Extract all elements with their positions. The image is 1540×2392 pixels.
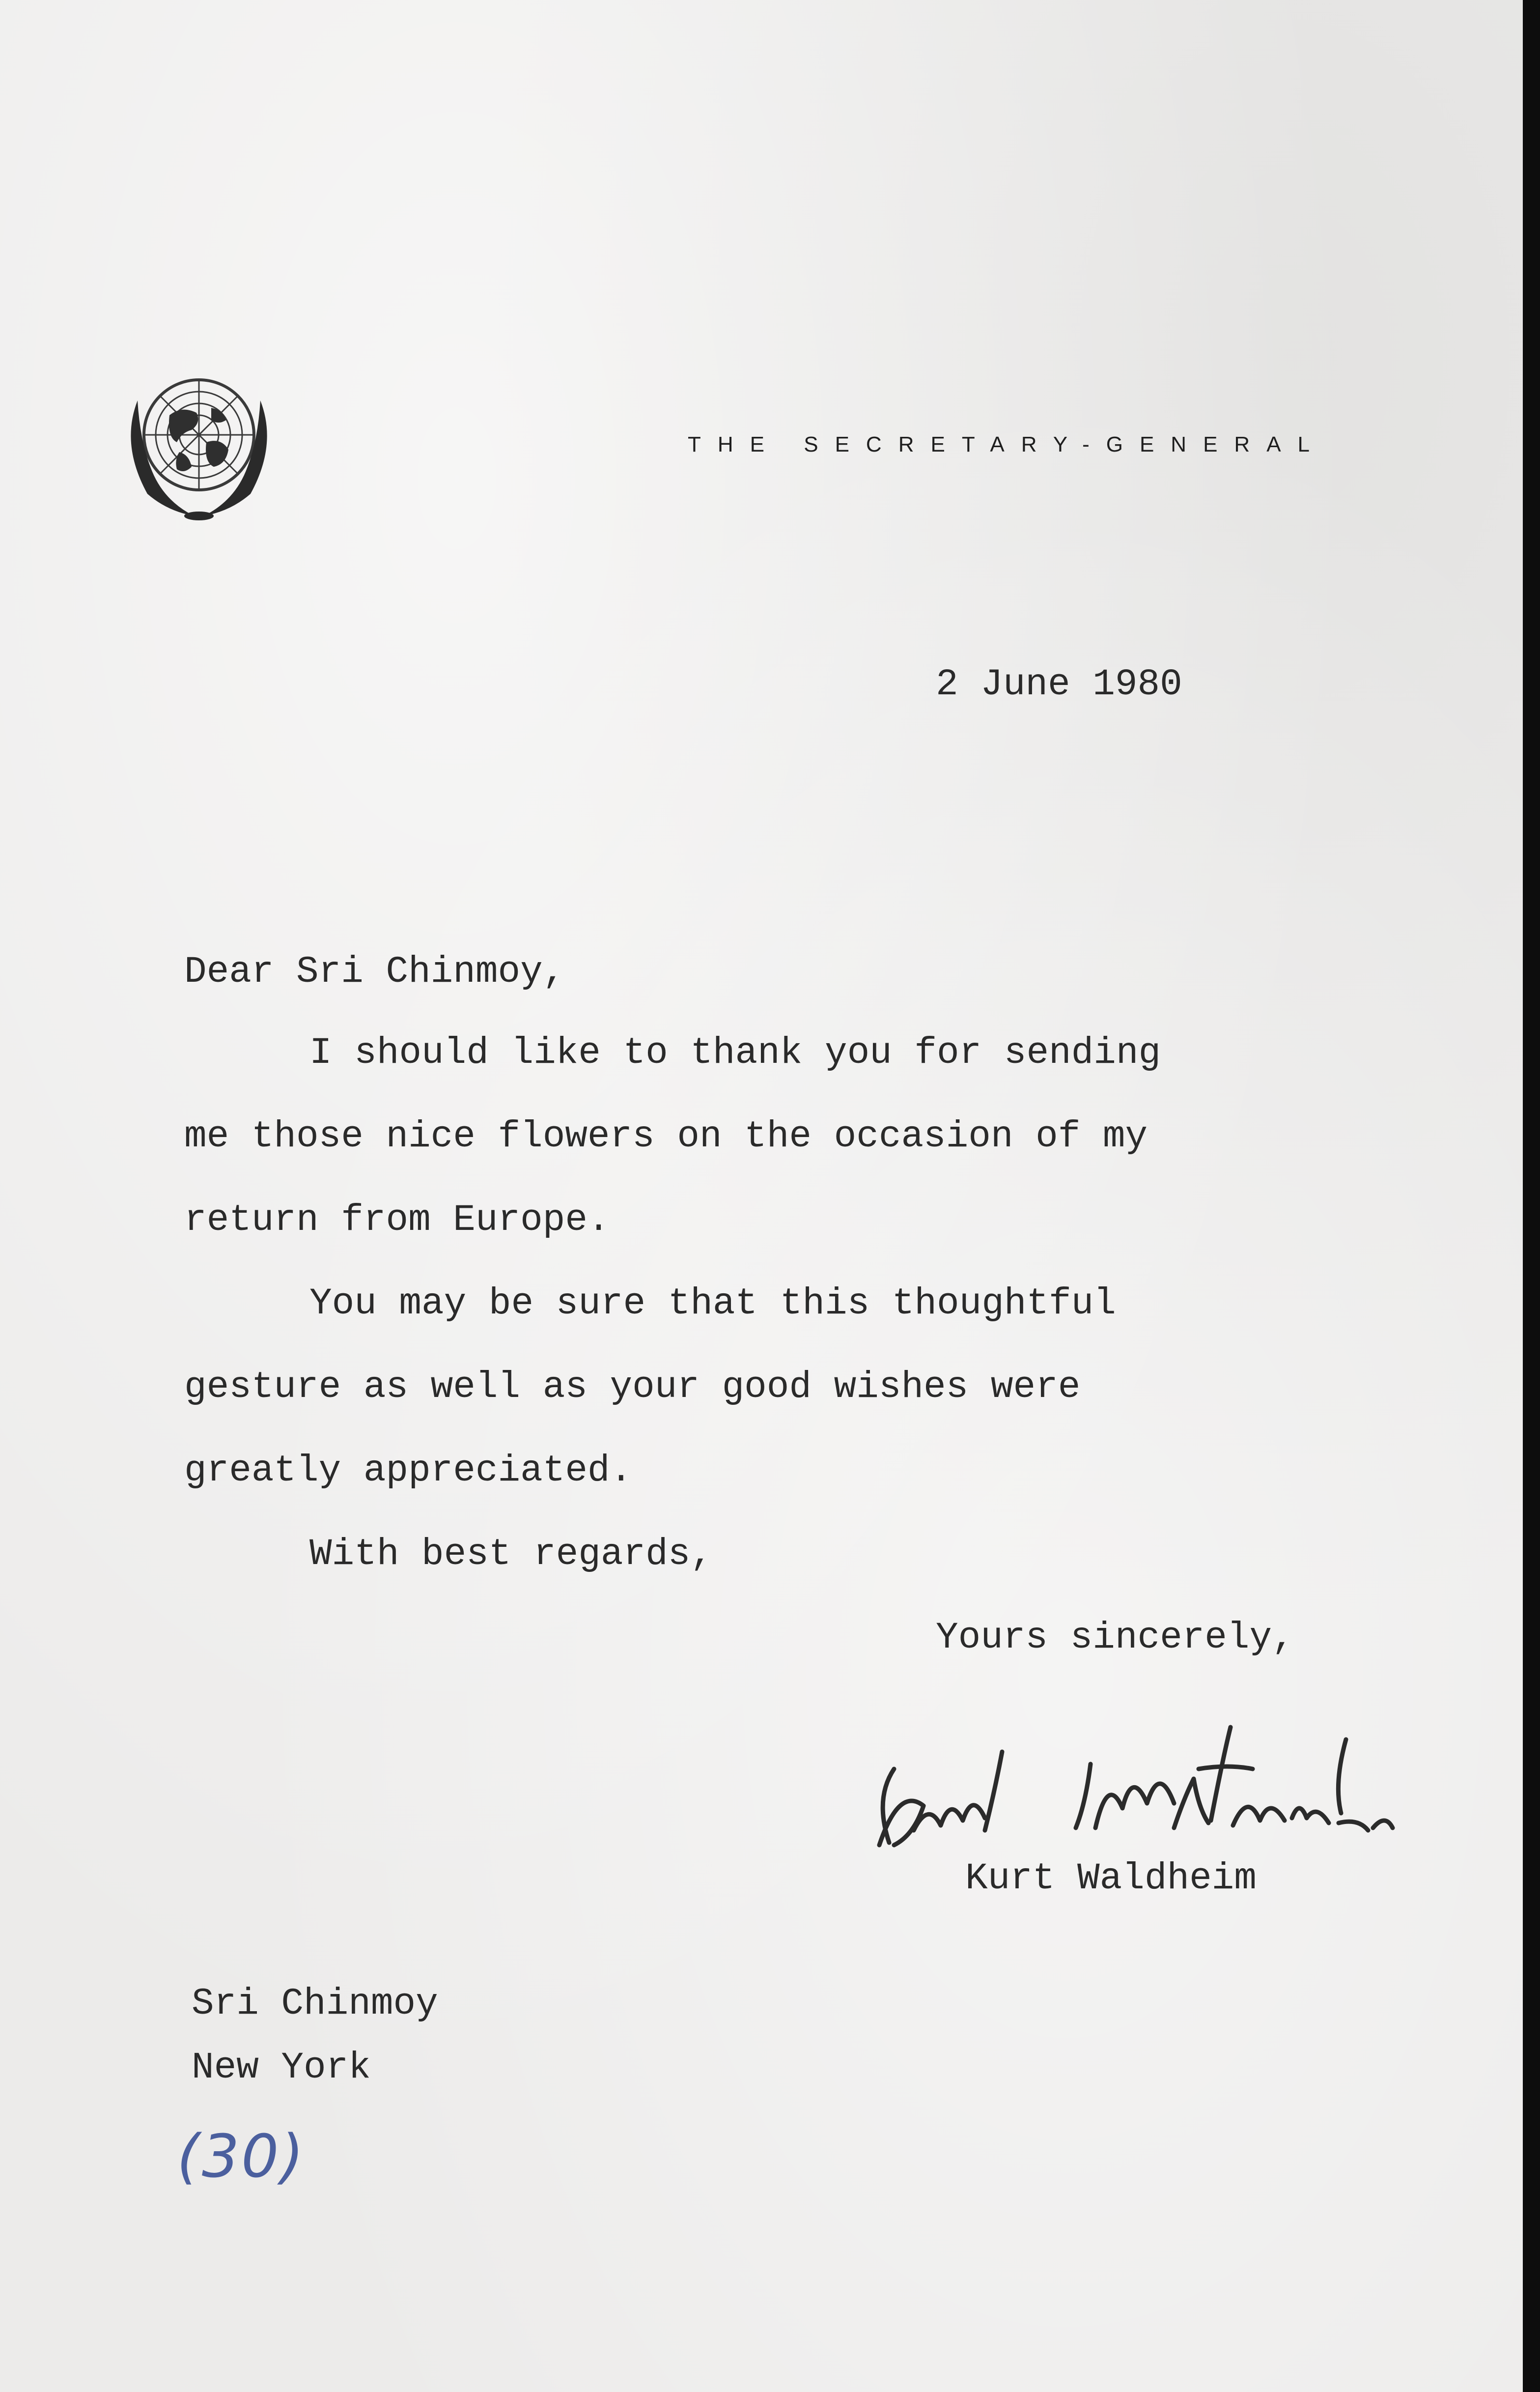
- body-line: You may be sure that this thoughtful: [309, 1282, 1116, 1325]
- scan-edge: [1523, 0, 1540, 2392]
- body-line: I should like to thank you for sending: [309, 1032, 1161, 1074]
- body-line: return from Europe.: [184, 1199, 610, 1241]
- typed-signature-name: Kurt Waldheim: [965, 1857, 1257, 1900]
- handwritten-annotation: (30): [177, 2123, 306, 2191]
- body-line: greatly appreciated.: [184, 1450, 633, 1492]
- recipient-name: Sri Chinmoy: [192, 1983, 438, 2025]
- letter-date: 2 June 1980: [936, 663, 1182, 706]
- body-line: me those nice flowers on the occasion of my: [184, 1115, 1148, 1158]
- un-emblem-icon: [111, 361, 287, 523]
- letterhead-title: THE SECRETARY-GENERAL: [688, 432, 1327, 456]
- recipient-city: New York: [192, 2047, 371, 2089]
- body-line: gesture as well as your good wishes were: [184, 1366, 1081, 1408]
- salutation: Dear Sri Chinmoy,: [184, 951, 565, 993]
- body-line: With best regards,: [309, 1533, 713, 1575]
- closing: Yours sincerely,: [936, 1617, 1294, 1659]
